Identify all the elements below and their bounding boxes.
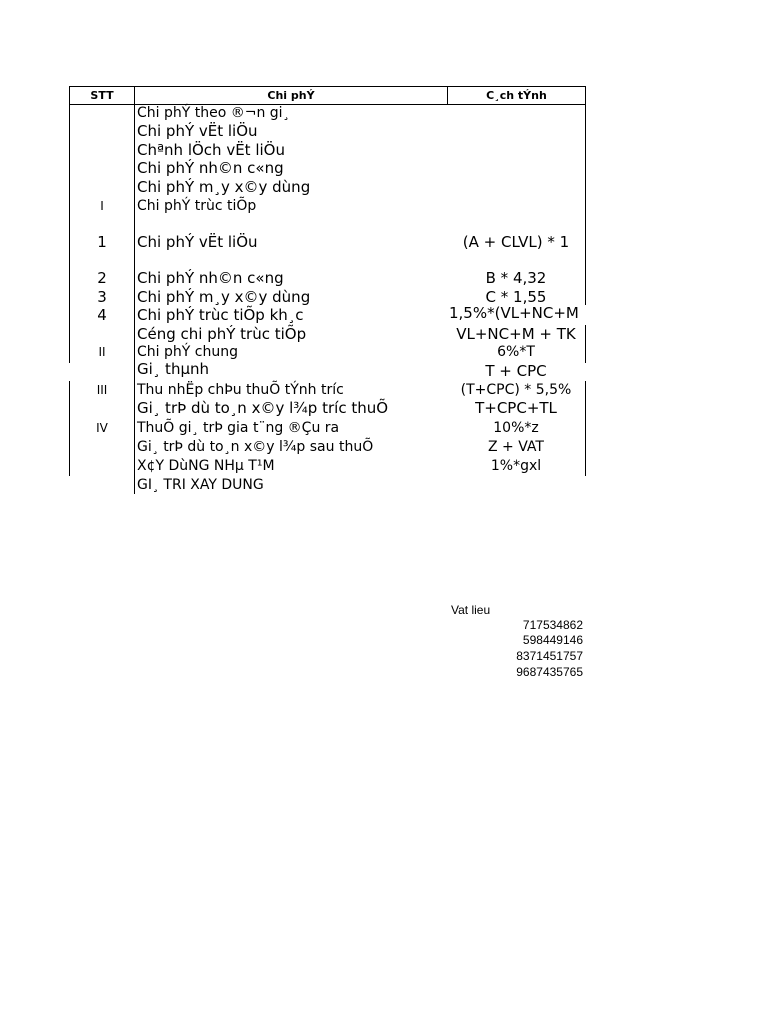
- header-method: C¸ch tÝnh: [447, 86, 586, 105]
- stt-value: 4: [97, 306, 107, 324]
- cost-label: Chi phÝ vËt liÖu: [137, 233, 258, 251]
- method-value: 1%*gxl: [490, 458, 542, 474]
- cost-label: Chi phÝ theo ®¬n gi¸: [137, 105, 290, 121]
- cost-label: Chi phÝ nh©n c«ng: [137, 269, 284, 287]
- side-value: 717534862: [522, 618, 583, 632]
- cost-label: Chi phÝ vËt liÖu: [137, 122, 258, 140]
- header-stt: STT: [69, 86, 135, 105]
- stt-value: 3: [97, 288, 107, 306]
- method-value: 6%*T: [497, 344, 535, 360]
- method-value: (A + CLVL) * 1: [462, 233, 570, 251]
- grid-line: [69, 105, 70, 363]
- method-value: B * 4,32: [485, 269, 547, 287]
- grid-line: [134, 105, 135, 494]
- side-value: 8371451757: [516, 649, 583, 663]
- stt-value: 1: [97, 233, 107, 251]
- cost-label: Chªnh lÖch vËt liÖu: [137, 141, 285, 159]
- cost-label: Céng chi phÝ trùc tiÕp: [137, 325, 307, 343]
- cost-label: Chi phÝ trùc tiÕp kh¸c: [137, 306, 304, 324]
- method-value: C * 1,55: [485, 288, 547, 306]
- stt-value: II: [98, 345, 106, 359]
- cost-label: Chi phÝ m¸y x©y dùng: [137, 288, 311, 306]
- side-label: Vat lieu: [451, 603, 491, 617]
- header-cost: Chi phÝ: [134, 86, 448, 105]
- side-value: 9687435765: [516, 665, 583, 679]
- stt-value: 2: [97, 269, 107, 287]
- cost-label: Thu nhËp chÞu thuÕ tÝnh tríc: [137, 382, 344, 398]
- stt-value: IV: [96, 421, 108, 435]
- method-value: (T+CPC) * 5,5%: [460, 382, 572, 398]
- method-value: VL+NC+M + TK: [456, 325, 576, 343]
- side-value: 598449146: [522, 633, 583, 647]
- cost-label: Chi phÝ nh©n c«ng: [137, 159, 284, 177]
- cost-label: GI¸ TRI XAY DUNG: [137, 477, 264, 493]
- cost-label: Chi phÝ chung: [137, 344, 238, 360]
- cost-label: Chi phÝ m¸y x©y dùng: [137, 178, 311, 196]
- stt-value: I: [100, 199, 104, 213]
- cost-label: ThuÕ gi¸ trÞ gia t¨ng ®Çu ra: [137, 420, 340, 436]
- cost-label: Chi phÝ trùc tiÕp: [137, 198, 257, 214]
- stt-value: III: [96, 383, 108, 397]
- cost-label: Gi¸ trÞ dù to¸n x©y l¾p sau thuÕ: [137, 439, 374, 455]
- cost-label: Gi¸ trÞ dù to¸n x©y l¾p tríc thuÕ: [137, 399, 389, 417]
- method-value: T+CPC+TL: [475, 399, 557, 417]
- cost-label: Gi¸ thµnh: [137, 360, 210, 378]
- method-value: Z + VAT: [488, 439, 544, 455]
- method-value: 1,5%*(VL+NC+M: [449, 306, 579, 321]
- method-value: 10%*z: [493, 420, 539, 436]
- method-value: T + CPC: [485, 362, 547, 380]
- cost-label: X¢Y DùNG NHµ T¹M: [137, 458, 275, 474]
